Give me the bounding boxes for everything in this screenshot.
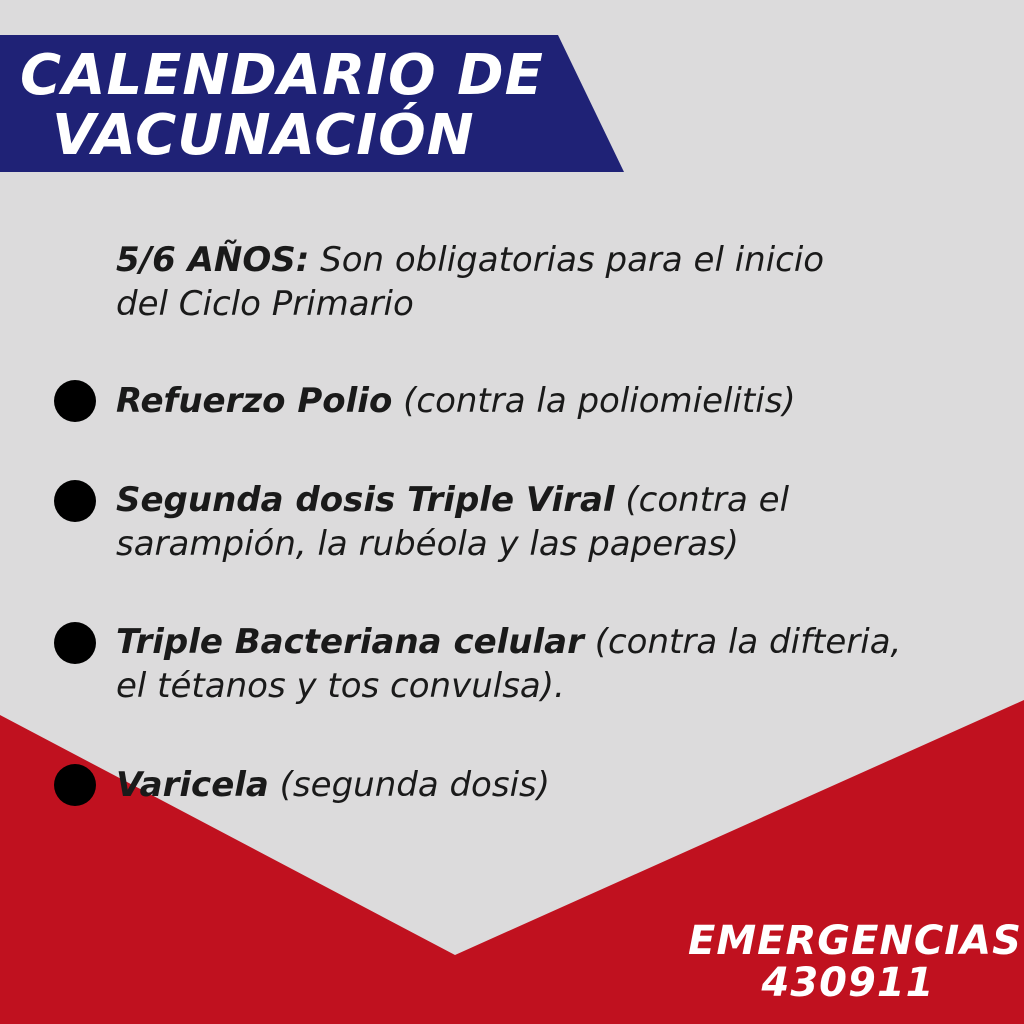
page-title-line-1: CALENDARIO DE — [20, 43, 544, 108]
vaccine-item — [116, 620, 901, 708]
vaccine-name: Triple Bacteriana celular — [116, 622, 584, 662]
vaccine-item — [116, 478, 789, 566]
vaccine-description: (contra la difteria, — [583, 622, 902, 662]
vaccine-name: Refuerzo Polio — [116, 381, 393, 421]
intro-text-line2: del Ciclo Primario — [116, 284, 414, 324]
page-title-line-2: VACUNACIÓN — [52, 103, 475, 168]
vaccine-description: (contra el — [614, 480, 790, 520]
bullet-icon — [54, 622, 96, 664]
vaccine-name: Varicela — [116, 765, 269, 805]
vaccine-description: (contra la poliomielitis) — [392, 381, 796, 421]
emergency-contact — [688, 918, 1022, 1006]
vaccine-item — [116, 763, 550, 807]
vaccine-description-line2: el tétanos y tos convulsa). — [116, 666, 565, 706]
intro-age-label: 5/6 AÑOS: — [116, 240, 310, 280]
bullet-icon — [54, 380, 96, 422]
vaccine-description: (segunda dosis) — [268, 765, 550, 805]
vaccine-name: Segunda dosis Triple Viral — [116, 480, 615, 520]
emergency-phone: 430911 — [761, 960, 935, 1006]
intro-text-rest: Son obligatorias para el inicio — [309, 240, 825, 280]
vaccine-item — [116, 379, 796, 423]
vaccine-description-line2: sarampión, la rubéola y las paperas) — [116, 524, 739, 564]
bullet-icon — [54, 764, 96, 806]
emergency-label: EMERGENCIAS — [688, 918, 1022, 964]
intro-text — [116, 238, 824, 326]
bullet-icon — [54, 480, 96, 522]
